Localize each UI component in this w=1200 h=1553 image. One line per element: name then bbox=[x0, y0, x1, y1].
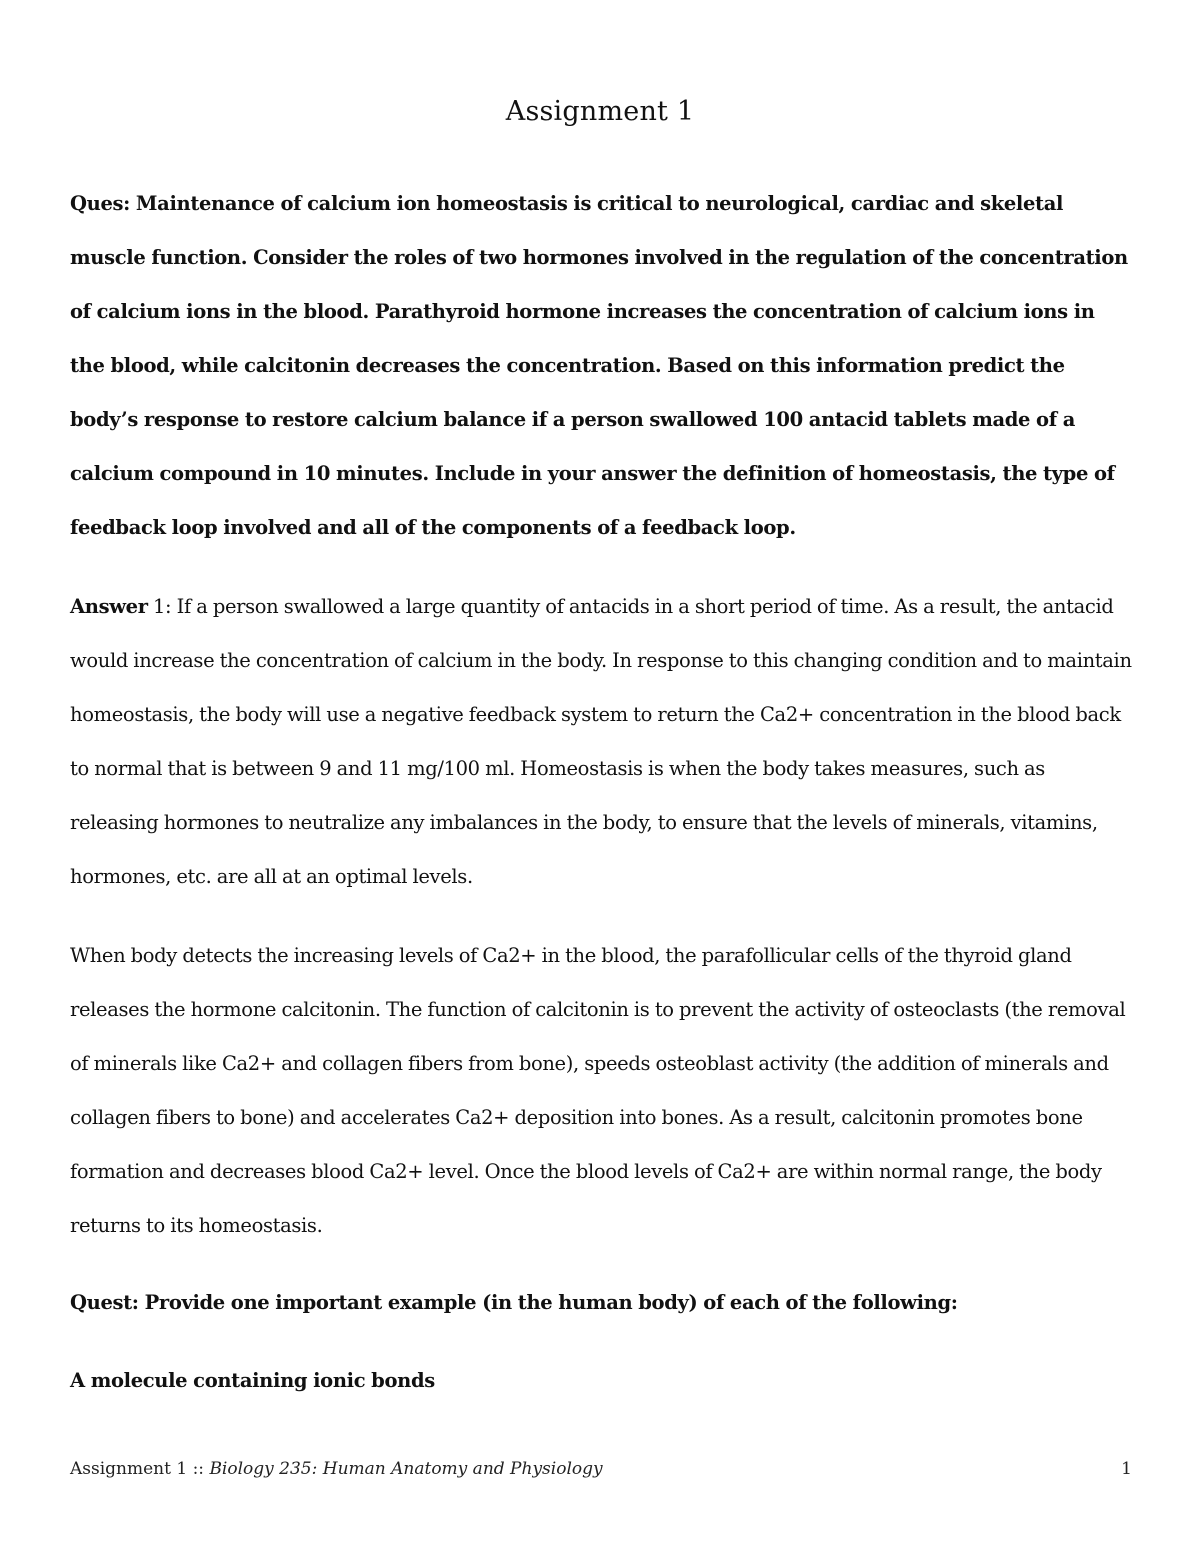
answer-1-text: 1: If a person swallowed a large quantity of antacids in a short period of time. As a result, the antacid would increase the concentration of calcium in the body. In response to this changing condition and to maintain homeostasis, the body will use a negative feedback system to return the Ca2+ concentration in the blood back to normal that is between 9 and 11 mg/100 ml. Homeostasis is when the body takes measures, such as releasing hormones to neutralize any imbalances in the body, to ensure that the levels of minerals, vitamins, hormones, etc. are all at an optimal levels. bbox=[70, 595, 1132, 888]
answer-label: Answer bbox=[70, 595, 148, 618]
page-footer bbox=[70, 1459, 1132, 1479]
footer-page-number: 1 bbox=[1121, 1459, 1132, 1479]
question-1-text: Ques: Maintenance of calcium ion homeostasis is critical to neurological, cardiac and skeletal muscle function. Consider the roles of two hormones involved in the regulation of the concentration of calcium ions in the blood. Parathyroid hormone increases the concentration of calcium ions in the blood, while calcitonin decreases the concentration. Based on this information predict the body’s response to restore calcium balance if a person swallowed 100 antacid tablets made of a calcium compound in 10 minutes. Include in your answer the definition of homeostasis, the type of feedback loop involved and all of the components of a feedback loop. bbox=[70, 192, 1128, 539]
footer-course: Biology 235: Human Anatomy and Physiology bbox=[209, 1459, 603, 1479]
page-title: Assignment 1 bbox=[505, 96, 695, 127]
footer-assignment: Assignment 1 :: bbox=[70, 1459, 210, 1479]
answer-1-paragraph bbox=[70, 580, 1132, 904]
answer-1-paragraph-2: When body detects the increasing levels of Ca2+ in the blood, the parafollicular cells of the thyroid gland releases the hormone calcitonin. The function of calcitonin is to prevent the activity of osteoclasts (the removal of minerals like Ca2+ and collagen fibers from bone), speeds osteoblast activity (the addition of minerals and collagen fibers to bone) and accelerates Ca2+ deposition into bones. As a result, calcitonin promotes bone formation and decreases blood Ca2+ level. Once the blood levels of Ca2+ are within normal range, the body returns to its homeostasis. bbox=[70, 944, 1126, 1237]
footer-left bbox=[70, 1459, 603, 1479]
question-2-item-1: A molecule containing ionic bonds bbox=[70, 1369, 435, 1392]
question-2-text: Quest: Provide one important example (in the human body) of each of the following: bbox=[70, 1291, 958, 1314]
